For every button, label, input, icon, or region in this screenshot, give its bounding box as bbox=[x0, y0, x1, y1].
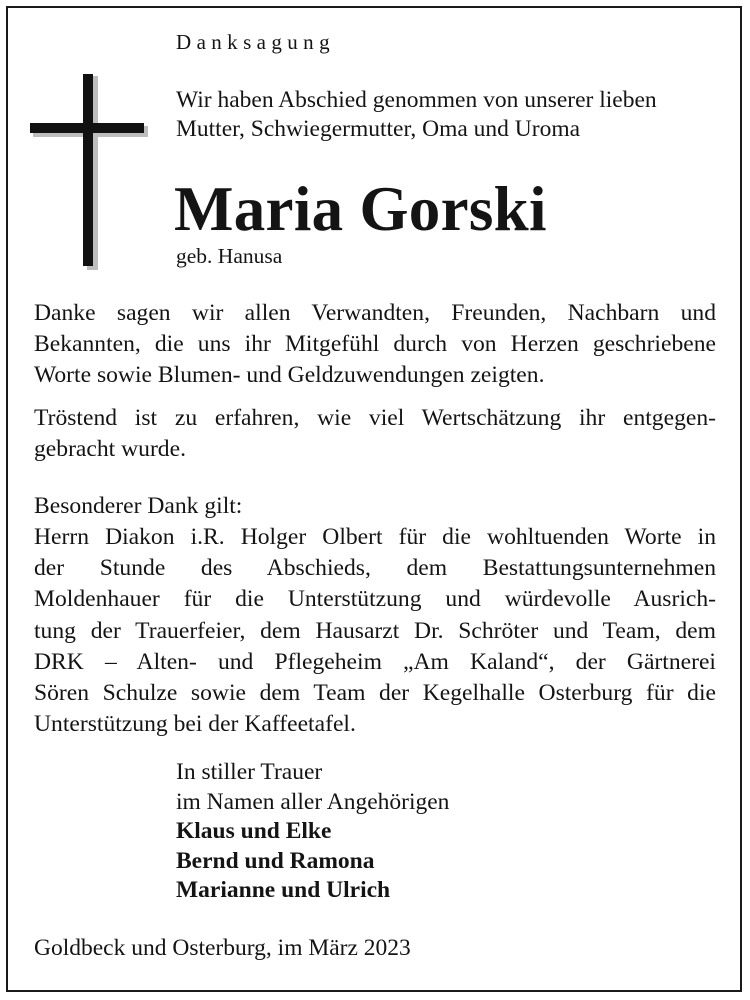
paragraph-line: DRK – Alten- und Pflegeheim „Am Kaland“, der Gärtnerei bbox=[34, 648, 716, 675]
cross-vertical-bar bbox=[83, 74, 93, 266]
birth-name: geb. Hanusa bbox=[176, 244, 283, 268]
place-date: Goldbeck und Osterburg, im März 2023 bbox=[34, 935, 411, 961]
intro-text bbox=[176, 86, 657, 144]
signature-line: In stiller Trauer bbox=[176, 759, 323, 785]
paragraph-line: tung der Trauerfeier, dem Hausarzt Dr. Schröter und Team, dem bbox=[34, 617, 716, 644]
paragraph-line: Sören Schulze sowie dem Team der Kegelhalle Osterburg für die bbox=[34, 680, 716, 707]
intro-line: Mutter, Schwiegermutter, Oma und Uroma bbox=[176, 116, 581, 142]
special-thanks-paragraph bbox=[34, 522, 716, 740]
paragraph-line: der Stunde des Abschieds, dem Bestattungsunternehmen bbox=[34, 555, 716, 582]
paragraph-line: Herrn Diakon i.R. Holger Olbert für die wohltuenden Worte in bbox=[34, 524, 716, 550]
signature-name: Marianne und Ulrich bbox=[176, 877, 391, 903]
paragraph-line: Bekannten, die uns ihr Mitgefühl durch von Herzen geschriebene bbox=[34, 331, 716, 358]
signature-line: im Namen aller Angehörigen bbox=[176, 788, 450, 815]
signature-name: Bernd und Ramona bbox=[176, 847, 375, 874]
special-thanks-label: Besonderer Dank gilt: bbox=[34, 493, 243, 519]
signature-block bbox=[176, 758, 449, 906]
thanks-paragraph bbox=[34, 298, 716, 392]
notice-heading: Danksagung bbox=[176, 30, 335, 54]
cross-icon bbox=[30, 74, 148, 270]
comfort-paragraph bbox=[34, 403, 716, 465]
paragraph-line: Tröstend ist zu erfahren, wie viel Wertschätzung ihr entgegen- bbox=[34, 405, 716, 431]
intro-line: Wir haben Abschied genommen von unserer lieben bbox=[176, 87, 657, 113]
signature-name: Klaus und Elke bbox=[176, 818, 332, 844]
paragraph-line: Danke sagen wir allen Verwandten, Freunden, Nachbarn und bbox=[34, 300, 716, 326]
paragraph-line: gebracht wurde. bbox=[34, 436, 186, 463]
cross-horizontal-bar bbox=[30, 123, 144, 133]
paragraph-line: Moldenhauer für die Unterstützung und würdevolle Ausrich- bbox=[34, 586, 716, 613]
paragraph-line: Unterstützung bei der Kaffeetafel. bbox=[34, 711, 356, 738]
deceased-name: Maria Gorski bbox=[174, 174, 547, 244]
paragraph-line: Worte sowie Blumen- und Geldzuwendungen zeigten. bbox=[34, 362, 545, 389]
